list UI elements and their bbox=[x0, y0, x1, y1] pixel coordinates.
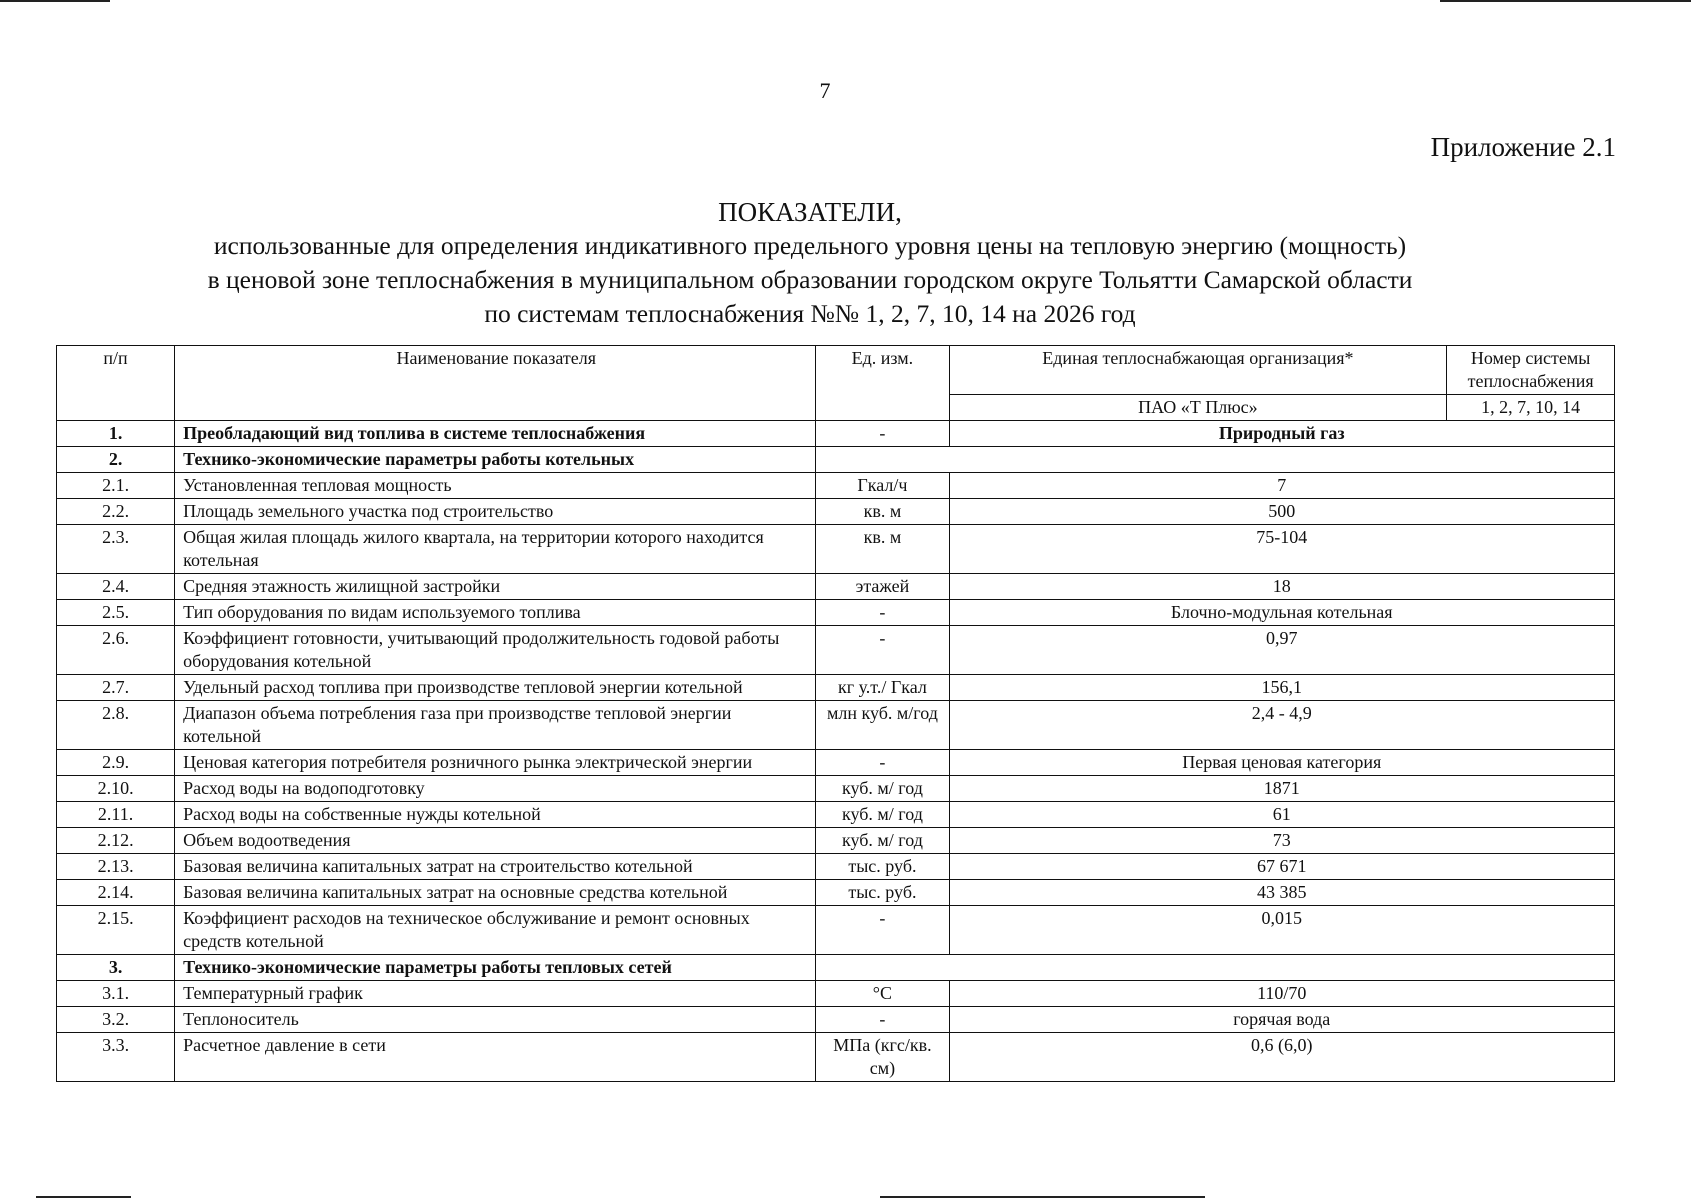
value-cell: Природный газ bbox=[949, 421, 1615, 447]
table-row bbox=[57, 675, 1615, 701]
row-number: 2.13. bbox=[57, 854, 175, 880]
header-name: Наименование показателя bbox=[175, 346, 816, 421]
indicator-name: Удельный расход топлива при производстве тепловой энергии котельной bbox=[175, 675, 816, 701]
indicator-name: Объем водоотведения bbox=[175, 828, 816, 854]
unit-cell: - bbox=[816, 600, 949, 626]
row-number: 2.1. bbox=[57, 473, 175, 499]
value-cell: 2,4 - 4,9 bbox=[949, 701, 1615, 750]
unit-cell: этажей bbox=[816, 574, 949, 600]
indicator-name: Технико-экономические параметры работы котельных bbox=[175, 447, 816, 473]
indicator-name: Технико-экономические параметры работы тепловых сетей bbox=[175, 955, 816, 981]
indicator-name: Коэффициент готовности, учитывающий продолжительность годовой работы оборудования котельной bbox=[175, 626, 816, 675]
value-cell: Первая ценовая категория bbox=[949, 750, 1615, 776]
value-cell: 61 bbox=[949, 802, 1615, 828]
row-number: 2.14. bbox=[57, 880, 175, 906]
unit-cell: куб. м/ год bbox=[816, 776, 949, 802]
value-cell: 110/70 bbox=[949, 981, 1615, 1007]
table-row bbox=[57, 750, 1615, 776]
unit-cell: куб. м/ год bbox=[816, 802, 949, 828]
unit-cell: - bbox=[816, 626, 949, 675]
row-number: 2.7. bbox=[57, 675, 175, 701]
unit-cell: млн куб. м/год bbox=[816, 701, 949, 750]
value-cell: 43 385 bbox=[949, 880, 1615, 906]
header-org: Единая теплоснабжающая организация* bbox=[949, 346, 1447, 395]
indicators-table bbox=[56, 345, 1615, 1082]
indicator-name: Общая жилая площадь жилого квартала, на территории которого находится котельная bbox=[175, 525, 816, 574]
unit-cell: кг у.т./ Гкал bbox=[816, 675, 949, 701]
section-spacer bbox=[816, 447, 1615, 473]
row-number: 2.5. bbox=[57, 600, 175, 626]
table-row bbox=[57, 473, 1615, 499]
value-cell: 75-104 bbox=[949, 525, 1615, 574]
value-cell: 0,97 bbox=[949, 626, 1615, 675]
indicator-name: Температурный график bbox=[175, 981, 816, 1007]
value-cell: 500 bbox=[949, 499, 1615, 525]
table-row bbox=[57, 701, 1615, 750]
indicator-name: Средняя этажность жилищной застройки bbox=[175, 574, 816, 600]
unit-cell: МПа (кгс/кв. см) bbox=[816, 1033, 949, 1082]
appendix-label: Приложение 2.1 bbox=[1430, 132, 1616, 162]
row-number: 2.11. bbox=[57, 802, 175, 828]
table-row bbox=[57, 854, 1615, 880]
unit-cell: кв. м bbox=[816, 525, 949, 574]
unit-cell: тыс. руб. bbox=[816, 880, 949, 906]
unit-cell: - bbox=[816, 1007, 949, 1033]
title-line: по системам теплоснабжения №№ 1, 2, 7, 10, 14 на 2026 год bbox=[484, 299, 1136, 328]
row-number: 2. bbox=[57, 447, 175, 473]
table-row bbox=[57, 421, 1615, 447]
table-row bbox=[57, 574, 1615, 600]
table-row bbox=[57, 880, 1615, 906]
scan-edge-top-left bbox=[0, 0, 110, 2]
title-line: использованные для определения индикативного предельного уровня цены на тепловую энергию (мощность) bbox=[213, 231, 1407, 260]
row-number: 3.3. bbox=[57, 1033, 175, 1082]
indicator-name: Тип оборудования по видам используемого топлива bbox=[175, 600, 816, 626]
title-line: в ценовой зоне теплоснабжения в муниципальном образовании городском округе Тольятти Самарской области bbox=[207, 265, 1413, 294]
scan-edge-top-right bbox=[1440, 0, 1691, 2]
unit-cell: - bbox=[816, 421, 949, 447]
value-cell: 18 bbox=[949, 574, 1615, 600]
table-header-row bbox=[57, 346, 1615, 395]
unit-cell: Гкал/ч bbox=[816, 473, 949, 499]
indicator-name: Площадь земельного участка под строительство bbox=[175, 499, 816, 525]
unit-cell: куб. м/ год bbox=[816, 828, 949, 854]
unit-cell: тыс. руб. bbox=[816, 854, 949, 880]
scan-edge-bottom-center bbox=[880, 1196, 1205, 1198]
indicator-name: Расчетное давление в сети bbox=[175, 1033, 816, 1082]
row-number: 2.2. bbox=[57, 499, 175, 525]
row-number: 2.9. bbox=[57, 750, 175, 776]
value-cell: 156,1 bbox=[949, 675, 1615, 701]
indicator-name: Расход воды на водоподготовку bbox=[175, 776, 816, 802]
indicator-name: Установленная тепловая мощность bbox=[175, 473, 816, 499]
indicator-name: Расход воды на собственные нужды котельной bbox=[175, 802, 816, 828]
table-row bbox=[57, 600, 1615, 626]
scan-edge-bottom-left bbox=[36, 1196, 131, 1198]
row-number: 2.15. bbox=[57, 906, 175, 955]
table-row bbox=[57, 499, 1615, 525]
section-row bbox=[57, 447, 1615, 473]
value-cell: 0,6 (6,0) bbox=[949, 1033, 1615, 1082]
row-number: 3.1. bbox=[57, 981, 175, 1007]
value-cell: 0,015 bbox=[949, 906, 1615, 955]
section-spacer bbox=[816, 955, 1615, 981]
indicator-name: Ценовая категория потребителя розничного рынка электрической энергии bbox=[175, 750, 816, 776]
value-cell: 1871 bbox=[949, 776, 1615, 802]
indicator-name: Диапазон объема потребления газа при производстве тепловой энергии котельной bbox=[175, 701, 816, 750]
document-title bbox=[80, 196, 1540, 331]
indicator-name: Теплоноситель bbox=[175, 1007, 816, 1033]
value-cell: горячая вода bbox=[949, 1007, 1615, 1033]
value-cell: 73 bbox=[949, 828, 1615, 854]
row-number: 3. bbox=[57, 955, 175, 981]
row-number: 2.8. bbox=[57, 701, 175, 750]
indicator-name: Базовая величина капитальных затрат на строительство котельной bbox=[175, 854, 816, 880]
value-cell: Блочно-модульная котельная bbox=[949, 600, 1615, 626]
value-cell: 67 671 bbox=[949, 854, 1615, 880]
table-row bbox=[57, 626, 1615, 675]
table-row bbox=[57, 1033, 1615, 1082]
indicator-name: Коэффициент расходов на техническое обслуживание и ремонт основных средств котельной bbox=[175, 906, 816, 955]
unit-cell: - bbox=[816, 906, 949, 955]
unit-cell: - bbox=[816, 750, 949, 776]
table-row bbox=[57, 1007, 1615, 1033]
row-number: 2.10. bbox=[57, 776, 175, 802]
header-sys: Номер системы теплоснабжения bbox=[1447, 346, 1615, 395]
indicator-name: Преобладающий вид топлива в системе теплоснабжения bbox=[175, 421, 816, 447]
table-row bbox=[57, 776, 1615, 802]
value-cell: 7 bbox=[949, 473, 1615, 499]
row-number: 3.2. bbox=[57, 1007, 175, 1033]
table-row bbox=[57, 828, 1615, 854]
section-row bbox=[57, 955, 1615, 981]
row-number: 1. bbox=[57, 421, 175, 447]
table-row bbox=[57, 981, 1615, 1007]
header-num: п/п bbox=[57, 346, 175, 421]
table-row bbox=[57, 906, 1615, 955]
row-number: 2.3. bbox=[57, 525, 175, 574]
table-row bbox=[57, 802, 1615, 828]
unit-cell: °С bbox=[816, 981, 949, 1007]
row-number: 2.4. bbox=[57, 574, 175, 600]
unit-cell: кв. м bbox=[816, 499, 949, 525]
header-unit: Ед. изм. bbox=[816, 346, 949, 421]
indicator-name: Базовая величина капитальных затрат на основные средства котельной bbox=[175, 880, 816, 906]
org-name: ПАО «Т Плюс» bbox=[949, 395, 1447, 421]
table-row bbox=[57, 525, 1615, 574]
page-number: 7 bbox=[819, 78, 831, 103]
system-numbers: 1, 2, 7, 10, 14 bbox=[1447, 395, 1615, 421]
row-number: 2.12. bbox=[57, 828, 175, 854]
row-number: 2.6. bbox=[57, 626, 175, 675]
title-main: ПОКАЗАТЕЛИ, bbox=[718, 197, 902, 227]
